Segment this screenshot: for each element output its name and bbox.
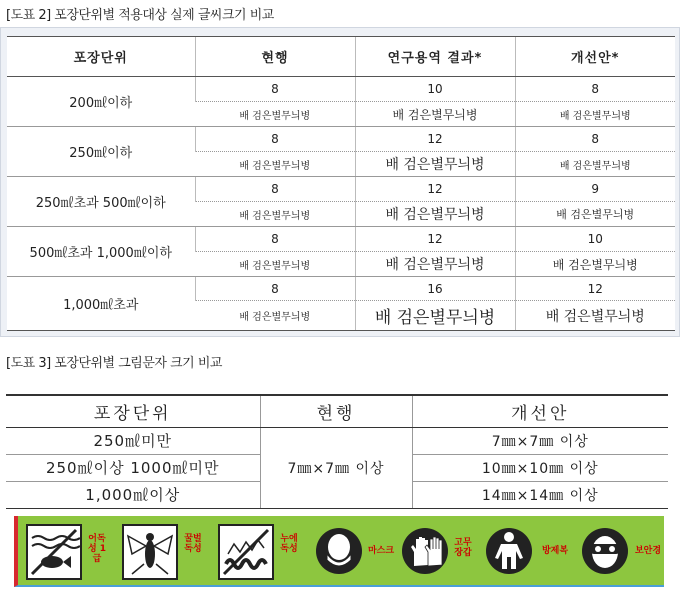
gloves-pictogram (400, 524, 486, 580)
proposal-sample-text: 배 검은별무늬병 (515, 102, 675, 127)
table-row (7, 277, 675, 301)
current-size-cell: 8 (195, 127, 355, 152)
unit-cell: 250㎖초과 500㎖이하 (7, 177, 195, 227)
current-sample-text: 배 검은별무늬병 (195, 152, 355, 177)
proposal-size-cell: 10 (515, 227, 675, 252)
proposal-size-cell: 8 (515, 127, 675, 152)
pictogram-label: 누에 독성 (280, 534, 298, 554)
protective-suit-pictogram (484, 524, 576, 580)
table3-caption: [도표 3] 포장단위별 그림문자 크기 비교 (6, 356, 222, 371)
current-sample-text: 배 검은별무늬병 (195, 202, 355, 227)
research-sample-text: 배 검은별무늬병 (355, 102, 515, 127)
unit-cell: 1,000㎖초과 (7, 277, 195, 331)
header-current: 현행 (195, 37, 355, 77)
font-size-comparison-table (7, 36, 675, 331)
current-size-cell: 7㎜×7㎜ 이상 (260, 427, 412, 508)
proposal-sample-text: 배 검은별무늬병 (515, 152, 675, 177)
header-proposal: 개선안 (412, 395, 668, 427)
unit-cell: 500㎖초과 1,000㎖이하 (7, 227, 195, 277)
proposal-size-cell: 10㎜×10㎜ 이상 (412, 454, 668, 481)
research-size-cell: 12 (355, 227, 515, 252)
proposal-sample-text: 배 검은별무늬병 (515, 252, 675, 277)
table2-caption: [도표 2] 포장단위별 적용대상 실제 글씨크기 비교 (6, 8, 274, 23)
pictogram-label: 어독성 1급 (87, 534, 107, 564)
silkworm-toxic-pictogram (218, 524, 304, 580)
silkworm-toxic-icon (218, 524, 274, 580)
protective-suit-icon (484, 526, 534, 576)
header-proposal: 개선안* (515, 37, 675, 77)
current-sample-text: 배 검은별무늬병 (195, 102, 355, 127)
proposal-size-cell: 8 (515, 77, 675, 102)
pictogram-label: 꿀벌 독성 (184, 534, 202, 554)
current-size-cell: 8 (195, 227, 355, 252)
current-sample-text: 배 검은별무늬병 (195, 252, 355, 277)
current-size-cell: 8 (195, 77, 355, 102)
pictogram-size-table (6, 394, 668, 509)
header-unit: 포장단위 (7, 37, 195, 77)
proposal-size-cell: 7㎜×7㎜ 이상 (412, 427, 668, 454)
unit-cell: 250㎖미만 (6, 427, 260, 454)
header-unit: 포장단위 (6, 395, 260, 427)
proposal-size-cell: 14㎜×14㎜ 이상 (412, 481, 668, 508)
header-current: 현행 (260, 395, 412, 427)
table-row (7, 227, 675, 252)
bee-toxic-pictogram (122, 524, 208, 580)
research-size-cell: 10 (355, 77, 515, 102)
current-size-cell: 8 (195, 277, 355, 301)
table-row (7, 77, 675, 102)
unit-cell: 1,000㎖이상 (6, 481, 260, 508)
mask-icon (314, 526, 364, 576)
research-sample-text: 배 검은별무늬병 (355, 252, 515, 277)
fish-toxic-icon (26, 524, 82, 580)
current-size-cell: 8 (195, 177, 355, 202)
research-size-cell: 12 (355, 127, 515, 152)
unit-cell: 250㎖이하 (7, 127, 195, 177)
gloves-icon (400, 526, 450, 576)
pictogram-bar (14, 516, 664, 587)
pictogram-label: 마스크 (367, 546, 395, 556)
table-row (6, 427, 668, 454)
fish-toxic-pictogram (26, 524, 112, 580)
bee-toxic-icon (122, 524, 178, 580)
research-sample-text: 배 검은별무늬병 (355, 301, 515, 331)
research-size-cell: 12 (355, 177, 515, 202)
table-row (7, 177, 675, 202)
research-sample-text: 배 검은별무늬병 (355, 202, 515, 227)
goggles-pictogram (580, 524, 666, 580)
table2-panel (0, 27, 680, 337)
pictogram-label: 보안경 (634, 546, 662, 556)
mask-pictogram (314, 524, 400, 580)
proposal-size-cell: 9 (515, 177, 675, 202)
table-row (7, 127, 675, 152)
proposal-sample-text: 배 검은별무늬병 (515, 301, 675, 331)
research-size-cell: 16 (355, 277, 515, 301)
pictogram-label: 방제복 (541, 546, 569, 556)
pictogram-label: 고무 장갑 (454, 538, 472, 558)
proposal-sample-text: 배 검은별무늬병 (515, 202, 675, 227)
research-sample-text: 배 검은별무늬병 (355, 152, 515, 177)
current-sample-text: 배 검은별무늬병 (195, 301, 355, 331)
unit-cell: 200㎖이하 (7, 77, 195, 127)
goggles-icon (580, 526, 630, 576)
unit-cell: 250㎖이상 1000㎖미만 (6, 454, 260, 481)
header-research: 연구용역 결과* (355, 37, 515, 77)
proposal-size-cell: 12 (515, 277, 675, 301)
